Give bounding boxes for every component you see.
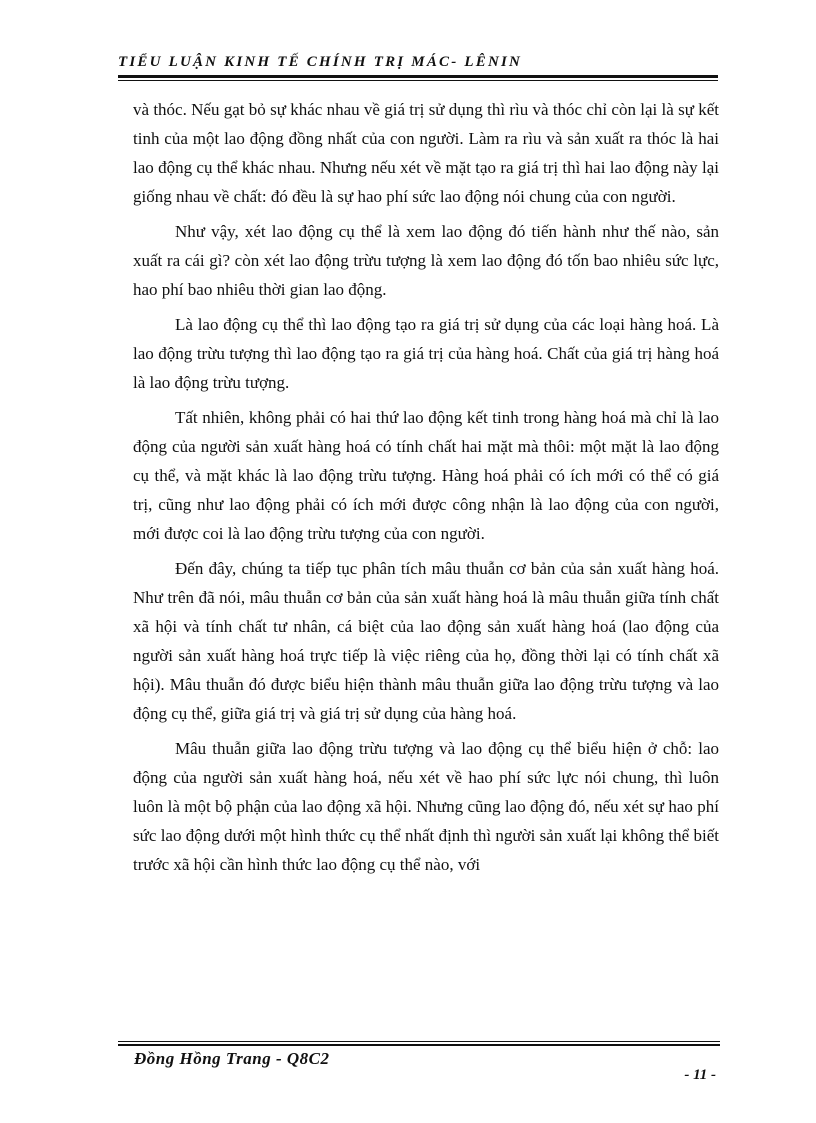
paragraph-5: Đến đây, chúng ta tiếp tục phân tích mâu thuẫn cơ bản của sản xuất hàng hoá. Như trên đã nói, mâu thuẫn cơ bản của sản xuất hàng hoá là mâu thuẫn giữa tính chất xã hội và tính chất tư nhân, cá biệt của lao động sản xuất hàng hoá (lao động của người sản xuất hàng hoá trực tiếp là việc riêng của họ, đồng thời lại có tính chất xã hội). Mâu thuẫn đó được biểu hiện thành mâu thuẫn giữa lao động trừu tượng và lao động cụ thể, giữa giá trị và giá trị sử dụng của hàng hoá. (133, 559, 719, 723)
page-footer (118, 1041, 720, 1091)
footer-author: Đồng Hồng Trang - Q8C2 (134, 1049, 330, 1068)
footer-rule-thin (118, 1041, 720, 1042)
header-title: TIỂU LUẬN KINH TẾ CHÍNH TRỊ MÁC- LÊNIN (118, 54, 523, 70)
paragraph-2: Như vậy, xét lao động cụ thể là xem lao động đó tiến hành như thế nào, sản xuất ra cái gì? còn xét lao động trừu tượng là xem lao động đó tốn bao nhiêu sức lực, hao phí bao nhiêu thời gian lao động. (133, 222, 719, 299)
body-text (133, 95, 719, 885)
page-header (118, 51, 718, 81)
paragraph-4: Tất nhiên, không phải có hai thứ lao động kết tinh trong hàng hoá mà chỉ là lao động của người sản xuất hàng hoá có tính chất hai mặt mà thôi: một mặt là lao động cụ thể, và mặt khác là lao động trừu tượng. Hàng hoá phải có ích mới có thể có giá trị, cũng như lao động phải có ích mới được công nhận là lao động của con người, mới được coi là lao động trừu tượng của con người. (133, 408, 719, 543)
paragraph-6: Mâu thuẫn giữa lao động trừu tượng và lao động cụ thể biểu hiện ở chỗ: lao động của người sản xuất hàng hoá, nếu xét về hao phí sức lực nói chung, thì luôn luôn là một bộ phận của lao động xã hội. Nhưng cũng lao động đó, nếu xét sự hao phí sức lao động dưới một hình thức cụ thể nhất định thì người sản xuất lại không thể biết trước xã hội cần hình thức lao động cụ thể nào, với (133, 739, 719, 874)
paragraph-3: Là lao động cụ thể thì lao động tạo ra giá trị sử dụng của các loại hàng hoá. Là lao động trừu tượng thì lao động tạo ra giá trị của hàng hoá. Chất của giá trị hàng hoá là lao động trừu tượng. (133, 315, 719, 392)
page-number: - 11 - (684, 1067, 716, 1083)
paragraph-1: và thóc. Nếu gạt bỏ sự khác nhau về giá trị sử dụng thì rìu và thóc chỉ còn lại là sự kết tinh của một lao động đồng nhất của con người. Làm ra rìu và sản xuất ra thóc là hai lao động cụ thể khác nhau. Nhưng nếu xét về mặt tạo ra giá trị thì hai lao động này lại giống nhau về chất: đó đều là sự hao phí sức lao động nói chung của con người. (133, 100, 719, 206)
header-rule-thick (118, 75, 718, 78)
footer-rule-thick (118, 1044, 720, 1046)
header-rule-thin (118, 80, 718, 81)
